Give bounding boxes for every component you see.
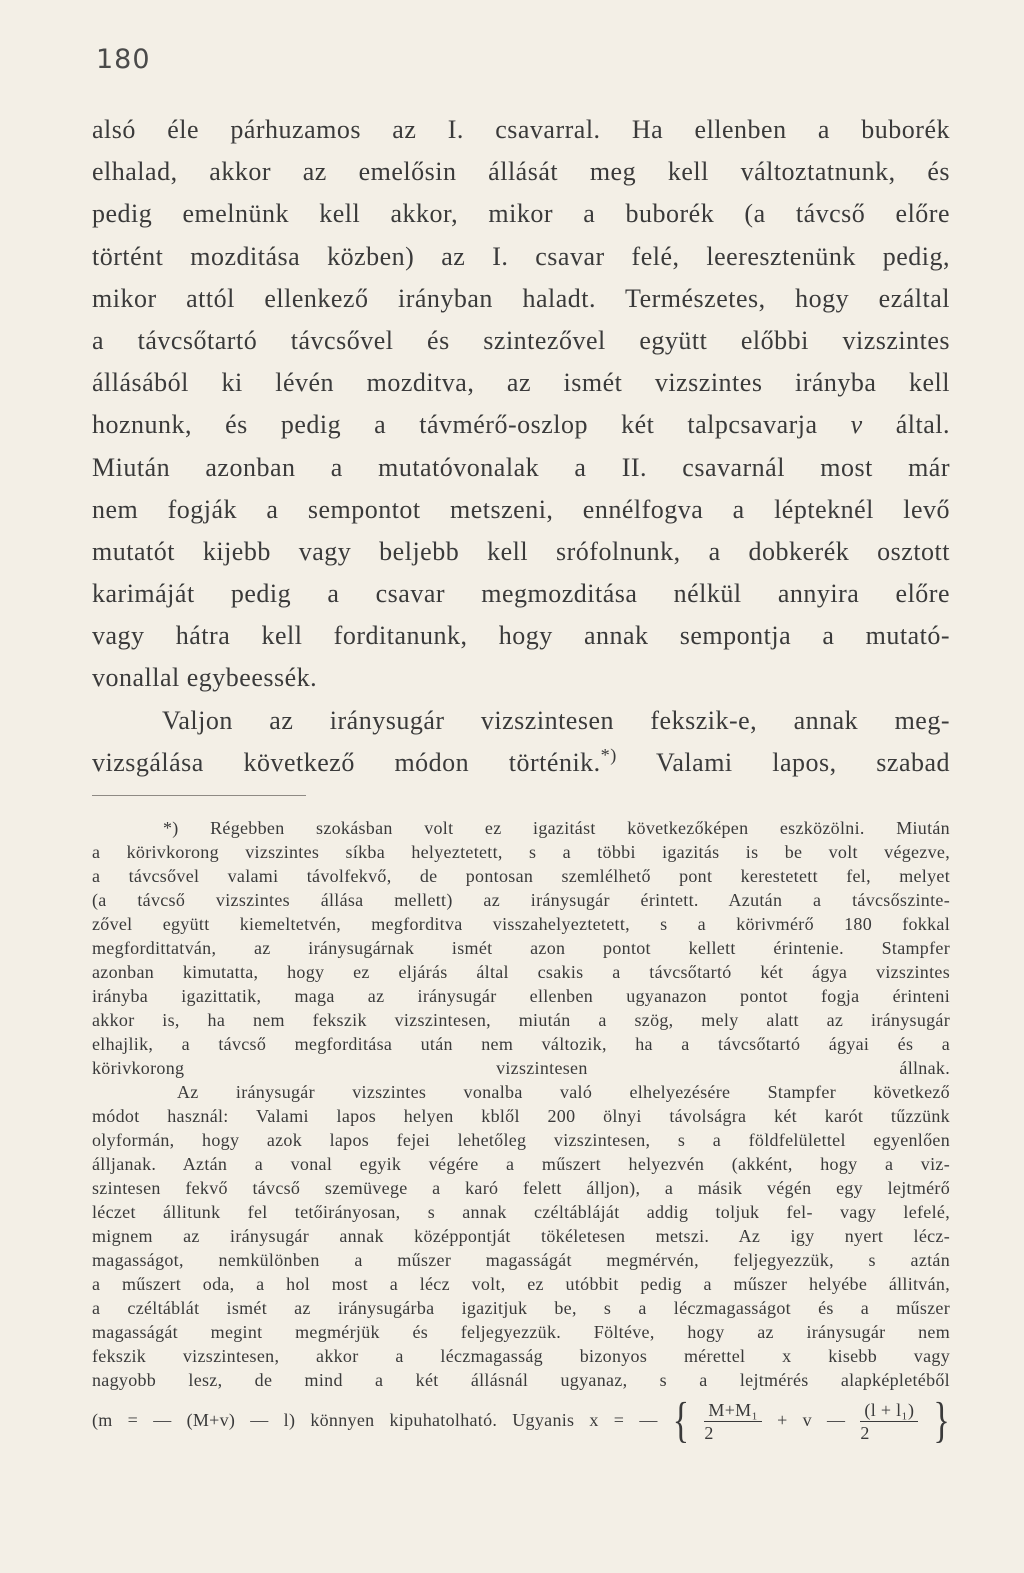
footnote-line: *) Régebben szokásban volt ez igazitást következőképen eszközölni. Miután <box>163 818 950 838</box>
variable-v: v <box>850 410 863 440</box>
footnote <box>92 816 950 1448</box>
body-line: Miután azonban a mutatóvonalak a II. csavarnál most már <box>92 452 950 482</box>
footnote-line: mignem az iránysugár annak középpontját tökéletesen metszi. Az igy nyert lécz- <box>92 1226 950 1246</box>
page-number: 180 <box>96 44 151 75</box>
footnote-line: szintesen fekvő távcső szemüvege a karó felett álljon), a másik végén egy lejtmérő <box>92 1178 950 1198</box>
footnote-line: azonban kimutatta, hogy ez eljárás által csakis a távcsőtartó két ágya vizszintes <box>92 962 950 982</box>
footnote-separator <box>92 795 306 796</box>
fraction-numerator: (l + l₁) <box>860 1399 918 1422</box>
formula-fraction-1 <box>704 1399 762 1444</box>
footnote-line: (a távcső vizszintes állása mellett) az iránysugár érintett. Azután a távcsőszinte- <box>92 890 950 910</box>
footnote-line: a czéltáblát ismét az iránysugárba igazitjuk be, s a léczmagasságot és a műszer <box>92 1298 950 1318</box>
body-line: pedig emelnünk kell akkor, mikor a buborék (a távcső előre <box>92 199 950 229</box>
formula-text: (m = — (M+v) — l) könnyen kipuhatolható. Ugyanis x = — <box>92 1410 658 1430</box>
footnote-line: körivkorong vizszintesen állnak. <box>92 1058 950 1078</box>
footnote-marker: *) <box>600 744 617 765</box>
footnote-line: irányba igazittatik, maga az iránysugár ellenben ugyanazon pontot fogja érinteni <box>92 986 950 1006</box>
footnote-line: megfordittatván, az iránysugárnak ismét azon pontot kellett érintenie. Stampfer <box>92 938 950 958</box>
fraction-denominator: 2 <box>860 1423 870 1444</box>
body-line-text: vizsgálása következő módon történik. <box>92 747 601 777</box>
footnote-line: a távcsővel valami távolfekvő, de pontosan szemlélhető pont kerestetett fel, melyet <box>92 866 950 886</box>
footnote-line: zővel együtt kiemeltetvén, megforditva visszahelyeztetett, s a körivmérő 180 fokkal <box>92 914 950 934</box>
body-line: alsó éle párhuzamos az I. csavarral. Ha ellenben a buborék <box>92 115 950 144</box>
body-line-text: Valami lapos, szabad <box>656 747 951 777</box>
body-line-text: által. <box>895 410 951 440</box>
footnote-line: fekszik vizszintesen, akkor a léczmagasság bizonyos mérettel x kisebb vagy <box>92 1346 950 1366</box>
formula-brace-open: { <box>672 1394 690 1448</box>
body-line: vagy hátra kell forditanunk, hogy annak sempontja a mutató- <box>92 621 950 651</box>
formula-fraction-2 <box>860 1399 918 1444</box>
footnote-line: olyformán, hogy azok lapos fejei lehetőleg vizszintesen, s a földfelülettel egyenlően <box>92 1130 950 1150</box>
footnote-line: Az iránysugár vizszintes vonalba való elhelyezésére Stampfer következő <box>177 1082 950 1102</box>
footnote-line: akkor is, ha nem fekszik vizszintesen, miután a szög, mely alatt az iránysugár <box>92 1010 950 1030</box>
body-text <box>92 109 950 784</box>
body-line: nem fogják a sempontot metszeni, ennélfogva a lépteknél levő <box>92 494 950 524</box>
body-line: a távcsőtartó távcsővel és szintezővel együtt előbbi vizszintes <box>92 325 950 355</box>
body-line <box>92 404 950 446</box>
body-line: vonallal egybeessék. <box>92 663 318 693</box>
fraction-denominator: 2 <box>704 1423 714 1444</box>
body-line: karimáját pedig a csavar megmozditása nélkül annyira előre <box>92 579 950 609</box>
footnote-line: a műszert oda, a hol most a lécz volt, ez utóbbit pedig a műszer helyébe állitván, <box>92 1274 950 1294</box>
fraction-numerator: M+M₁ <box>704 1399 762 1422</box>
footnote-line: módot használ: Valami lapos helyen kblől 200 ölnyi távolságra két karót tűzzünk <box>92 1106 950 1126</box>
body-line: állásából ki lévén mozditva, az ismét vizszintes irányba kell <box>92 368 950 398</box>
footnote-line: magasságot, nemkülönben a műszer magasságát megmérvén, feljegyezzük, s aztán <box>92 1250 950 1270</box>
footnote-line: magasságát megint megmérjük és feljegyezzük. Föltéve, hogy az iránysugár nem <box>92 1322 950 1342</box>
formula-operator: + v — <box>777 1410 846 1430</box>
footnote-line: a körivkorong vizszintes síkba helyeztetett, s a többi igazitás is be volt végezve, <box>92 842 950 862</box>
formula-line <box>92 1392 950 1448</box>
body-line: elhalad, akkor az emelősin állását meg kell változtatnunk, és <box>92 157 950 187</box>
footnote-line: nagyobb lesz, de mind a két állásnál ugyanaz, s a lejtmérés alapképletéből <box>92 1370 950 1390</box>
footnote-line: elhajlik, a távcső megforditása után nem változik, ha a távcsőtartó ágyai és a <box>92 1034 950 1054</box>
body-line: mikor attól ellenkező irányban haladt. Természetes, hogy ezáltal <box>92 283 950 313</box>
body-line: mutatót kijebb vagy beljebb kell srófolnunk, a dobkerék osztott <box>92 536 950 566</box>
body-line: Valjon az iránysugár vizszintesen fekszik-e, annak meg- <box>162 705 950 735</box>
body-line: történt mozditása közben) az I. csavar felé, leeresztenünk pedig, <box>92 241 950 271</box>
formula-brace-close: } <box>933 1394 950 1448</box>
body-line-text: hoznunk, és pedig a távmérő-oszlop két talpcsavarja <box>92 410 818 440</box>
footnote-line: léczet állitunk fel tetőirányosan, s annak czéltábláját addig toljuk fel- vagy lefelé, <box>92 1202 950 1222</box>
footnote-line: álljanak. Aztán a vonal egyik végére a műszert helyezvén (akként, hogy a viz- <box>92 1154 950 1174</box>
body-line <box>92 742 950 784</box>
